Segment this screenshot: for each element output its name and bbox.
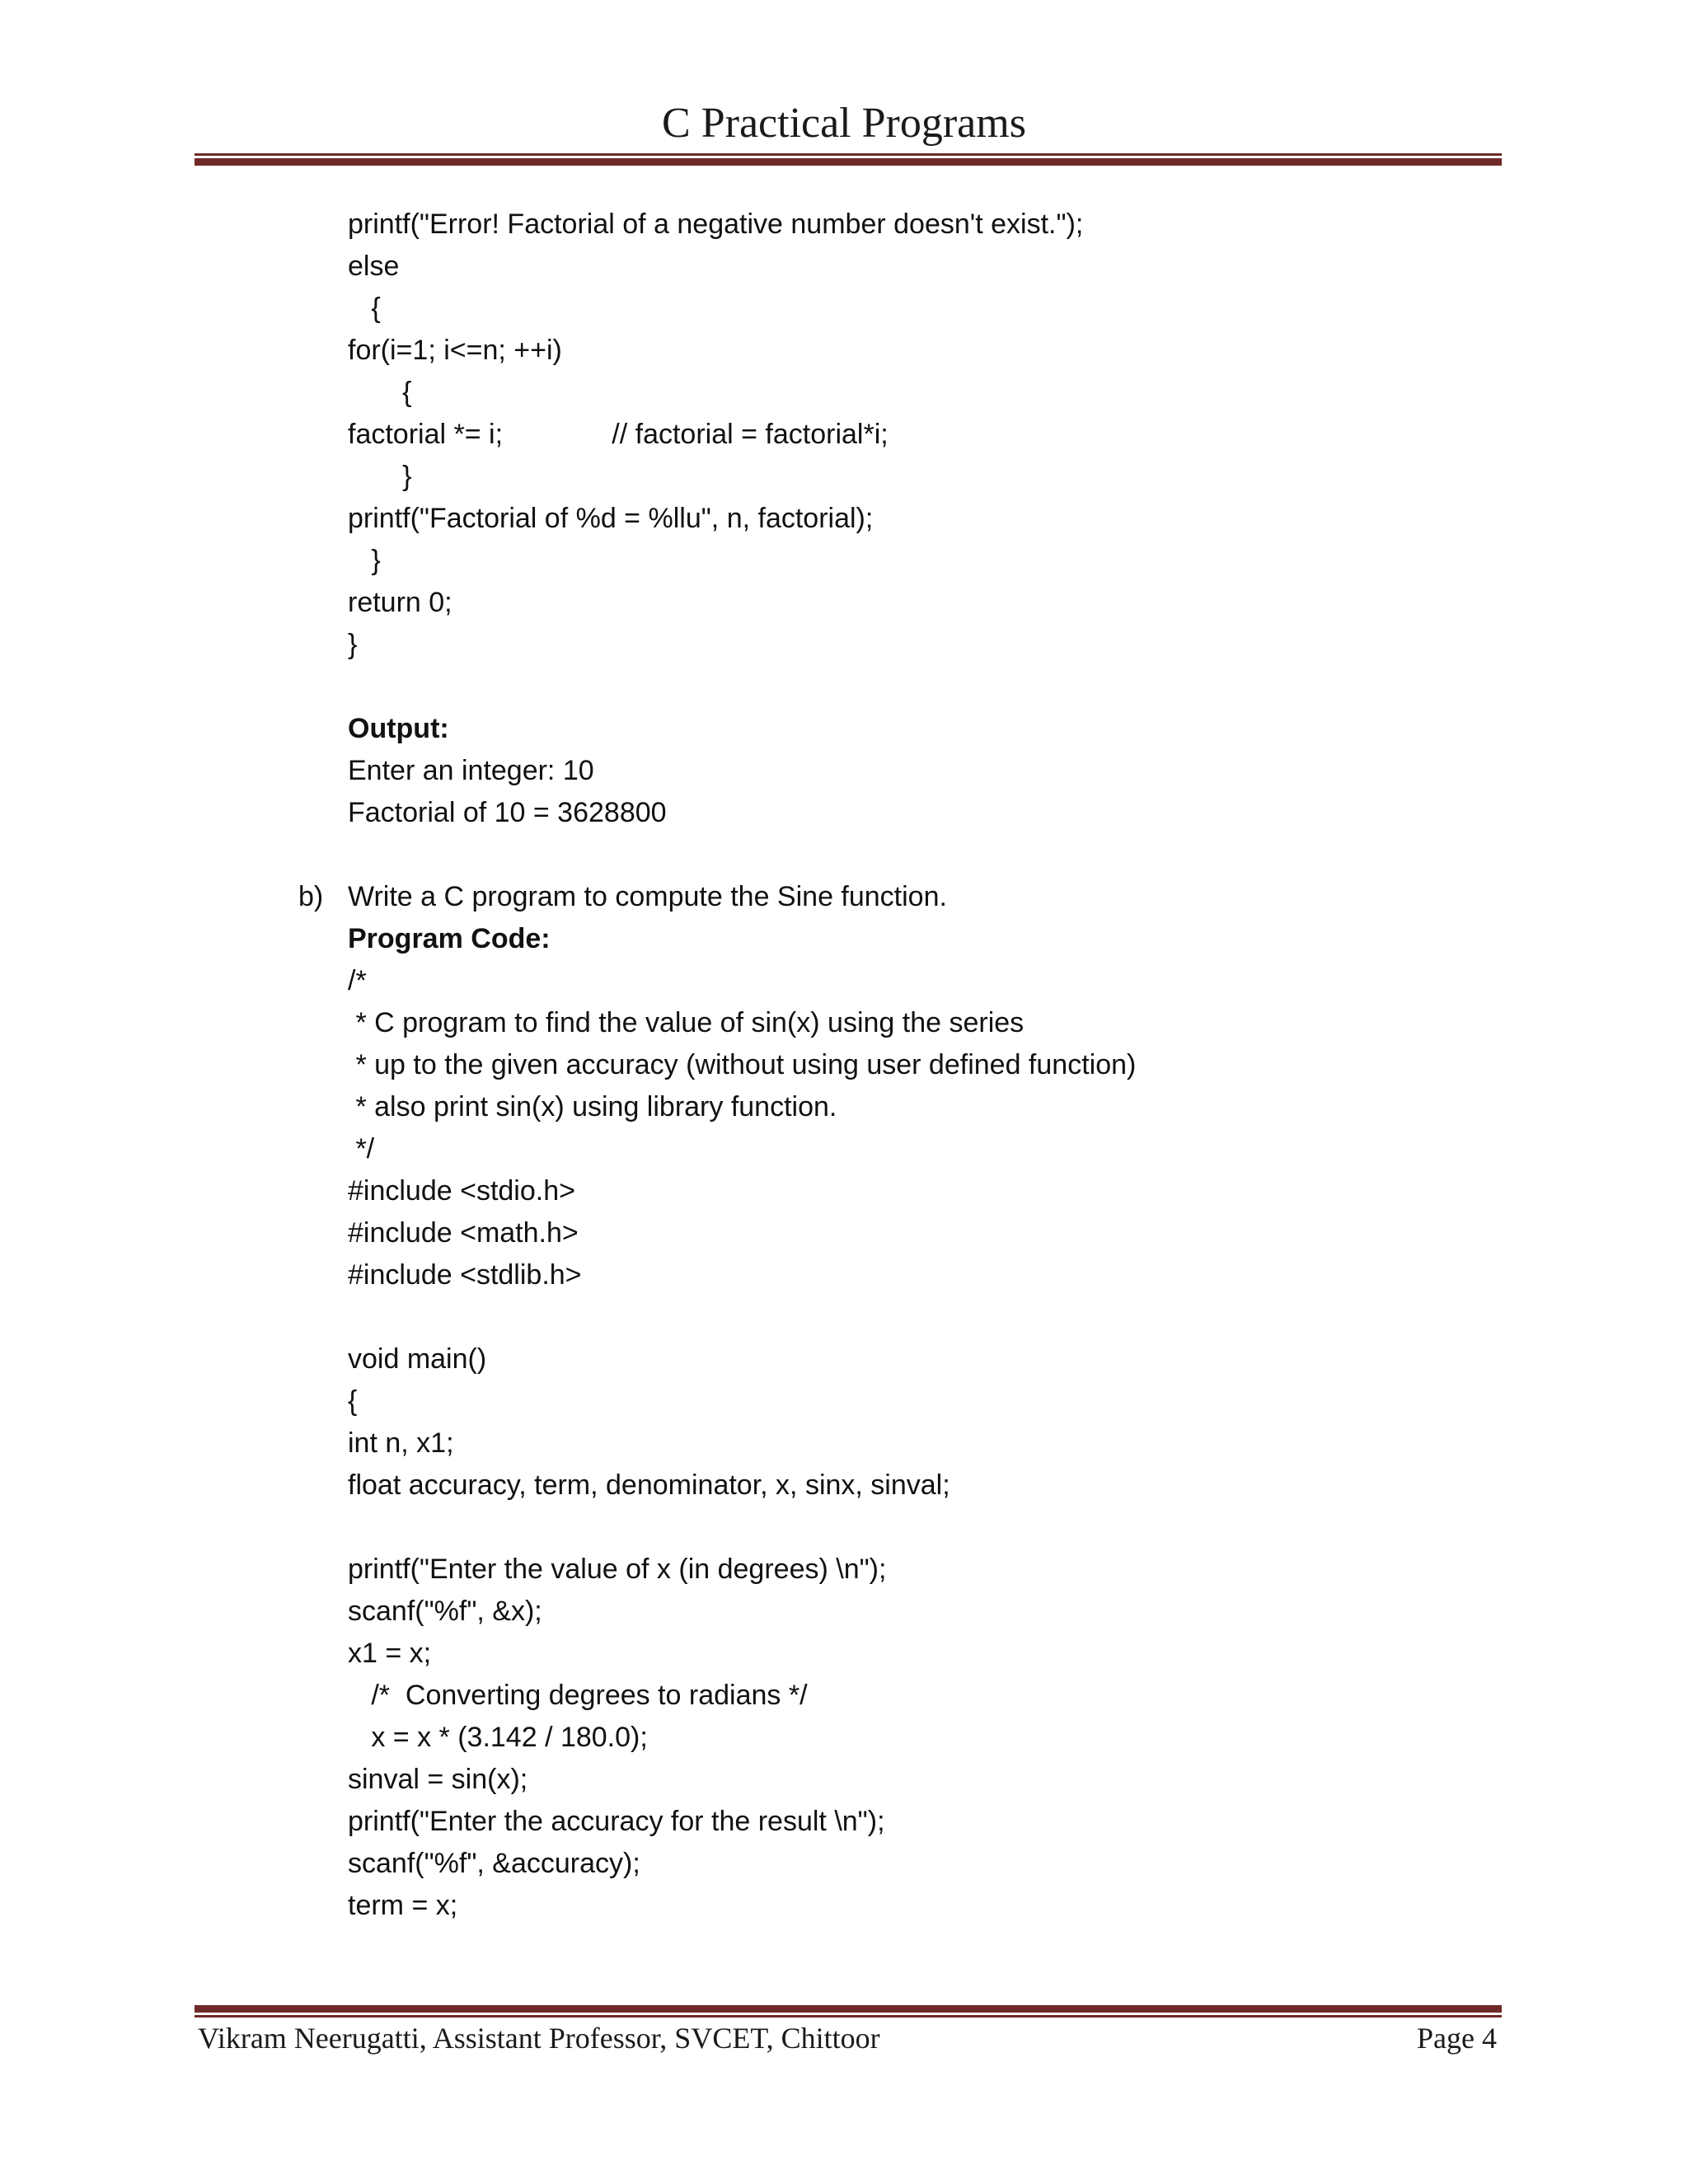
code-line: int n, x1;: [348, 1427, 454, 1459]
code-line: /*: [348, 965, 367, 996]
code-line: /* Converting degrees to radians */: [348, 1680, 808, 1711]
code-line: term = x;: [348, 1890, 458, 1921]
output-line: Factorial of 10 = 3628800: [348, 797, 667, 828]
code-line: */: [348, 1133, 375, 1165]
code-line: }: [348, 461, 412, 492]
code-line: #include <stdlib.h>: [348, 1259, 582, 1291]
code-line: #include <math.h>: [348, 1217, 579, 1249]
code-line: printf("Factorial of %d = %llu", n, factorial);: [348, 503, 874, 534]
output-line: Enter an integer: 10: [348, 755, 594, 786]
code-line: #include <stdio.h>: [348, 1175, 575, 1207]
code-line: {: [348, 293, 381, 324]
code-line: scanf("%f", &accuracy);: [348, 1848, 640, 1879]
code-line: }: [348, 545, 381, 576]
code-line: sinval = sin(x);: [348, 1764, 528, 1795]
code-line: scanf("%f", &x);: [348, 1596, 542, 1627]
code-line: {: [348, 1385, 358, 1417]
code-line: for(i=1; i<=n; ++i): [348, 335, 562, 366]
page-header-title: C Practical Programs: [662, 100, 1026, 147]
code-line: else: [348, 251, 400, 282]
code-line: return 0;: [348, 587, 452, 618]
header-rule: [195, 153, 1502, 166]
code-line: factorial *= i; // factorial = factorial*i;: [348, 419, 889, 450]
output-label: Output:: [348, 713, 449, 744]
footer-page-number: Page 4: [1417, 2022, 1497, 2055]
footer-author: Vikram Neerugatti, Assistant Professor, SVCET, Chittoor: [198, 2022, 880, 2055]
question-marker: b): [298, 881, 324, 912]
code-line: }: [348, 629, 358, 660]
question-text: Write a C program to compute the Sine function.: [348, 881, 947, 912]
code-line: * C program to find the value of sin(x) using the series: [348, 1007, 1025, 1038]
code-line: printf("Enter the accuracy for the result \n");: [348, 1806, 885, 1837]
code-line: x1 = x;: [348, 1638, 432, 1669]
code-line: x = x * (3.142 / 180.0);: [348, 1722, 648, 1753]
code-line: void main(): [348, 1343, 487, 1375]
code-line: float accuracy, term, denominator, x, sinx, sinval;: [348, 1469, 950, 1501]
code-line: * up to the given accuracy (without using user defined function): [348, 1049, 1137, 1080]
code-line: {: [348, 377, 412, 408]
code-line: * also print sin(x) using library function.: [348, 1091, 837, 1122]
code-line: printf("Enter the value of x (in degrees) \n");: [348, 1554, 887, 1585]
code-line: printf("Error! Factorial of a negative number doesn't exist.");: [348, 209, 1084, 240]
program-code-label: Program Code:: [348, 923, 551, 954]
footer-rule: [195, 2005, 1502, 2018]
